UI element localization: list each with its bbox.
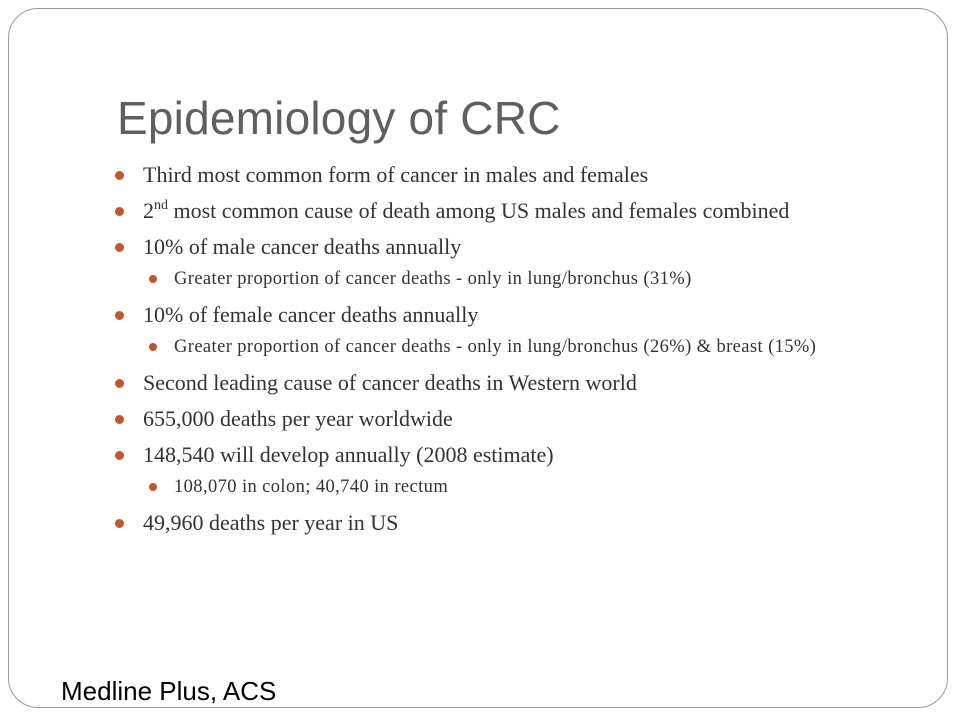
- bullet-item: [115, 510, 915, 536]
- ordinal-superscript: nd: [154, 198, 168, 213]
- slide-frame: [8, 8, 948, 708]
- bullet-dot-icon: [149, 483, 157, 491]
- bullet-dot-icon: [115, 379, 124, 388]
- bullet-dot-icon: [115, 451, 124, 460]
- bullet-text: 655,000 deaths per year worldwide: [143, 406, 453, 431]
- bullet-text: 49,960 deaths per year in US: [143, 510, 399, 535]
- bullet-item: [115, 198, 915, 224]
- bullet-dot-icon: [149, 275, 157, 283]
- bullet-item: [115, 406, 915, 432]
- bullet-dot-icon: [149, 343, 157, 351]
- bullet-text: 148,540 will develop annually (2008 estimate): [143, 442, 554, 467]
- bullet-dot-icon: [115, 207, 124, 216]
- bullet-dot-icon: [115, 311, 124, 320]
- source-citation: Medline Plus, ACS: [61, 676, 277, 706]
- sub-bullet-item: [115, 268, 915, 290]
- slide-title: Epidemiology of CRC: [117, 92, 561, 144]
- bullet-item: [115, 302, 915, 328]
- bullet-list: [115, 162, 915, 546]
- bullet-item: [115, 234, 915, 260]
- bullet-text-number: 2: [143, 198, 154, 223]
- bullet-text: Third most common form of cancer in males and females: [143, 162, 649, 187]
- sub-bullet-item: [115, 476, 915, 498]
- bullet-text: 10% of female cancer deaths annually: [143, 302, 479, 327]
- sub-bullet-item: [115, 336, 915, 358]
- bullet-dot-icon: [115, 415, 124, 424]
- bullet-dot-icon: [115, 243, 124, 252]
- bullet-text: 10% of male cancer deaths annually: [143, 234, 462, 259]
- bullet-text: most common cause of death among US males and females combined: [168, 198, 790, 223]
- sub-bullet-text: 108,070 in colon; 40,740 in rectum: [174, 477, 449, 497]
- bullet-item: [115, 162, 915, 188]
- bullet-dot-icon: [115, 519, 124, 528]
- bullet-item: [115, 370, 915, 396]
- sub-bullet-text: Greater proportion of cancer deaths - only in lung/bronchus (26%) & breast (15%): [174, 337, 817, 357]
- sub-bullet-text: Greater proportion of cancer deaths - only in lung/bronchus (31%): [174, 269, 692, 289]
- bullet-dot-icon: [115, 171, 124, 180]
- bullet-item: [115, 442, 915, 468]
- bullet-text: Second leading cause of cancer deaths in Western world: [143, 370, 637, 395]
